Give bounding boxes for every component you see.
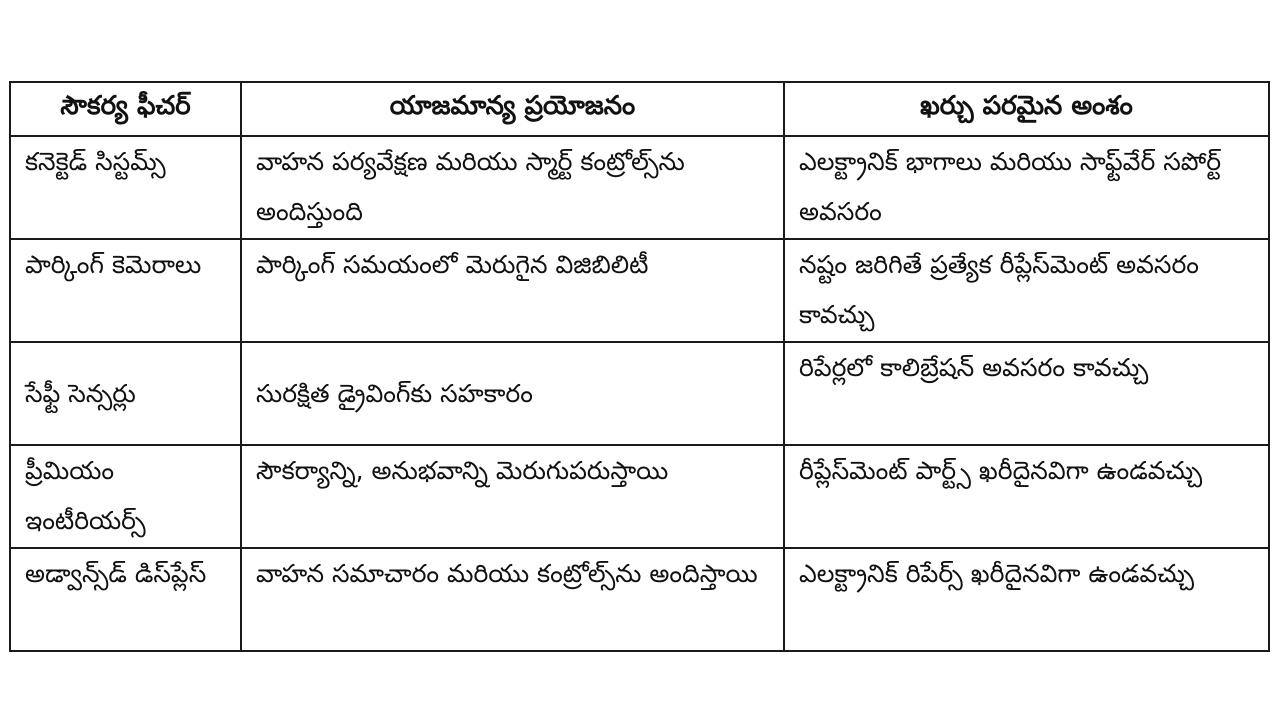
cell-cost [784, 136, 1269, 239]
header-ownership-benefit: యాజమాన్య ప్రయోజనం [241, 82, 784, 136]
comparison-table-container [9, 81, 1268, 652]
cell-text: రిపేర్లలో కాలిబ్రేషన్ అవసరం కావచ్చు [799, 353, 1149, 382]
cell-text: ప్రీమియం ఇంటీరియర్స్ [25, 456, 146, 535]
cell-cost [784, 548, 1269, 651]
table-row [10, 548, 1269, 651]
table-row [10, 445, 1269, 548]
cell-feature [10, 548, 241, 651]
cell-text: నష్టం జరిగితే ప్రత్యేక రీప్లేస్‌మెంట్ అవసరం కావచ్చు [799, 250, 1199, 329]
cell-text: ఎలక్ట్రానిక్ రిపేర్స్ ఖరీదైనవిగా ఉండవచ్చు [799, 559, 1194, 588]
table-row [10, 136, 1269, 239]
cell-text: పార్కింగ్ కెమెరాలు [25, 250, 202, 279]
table-row [10, 342, 1269, 445]
cell-benefit [241, 136, 784, 239]
cell-text: ఎలక్ట్రానిక్ భాగాలు మరియు సాఫ్ట్‌వేర్ సపోర్ట్ అవసరం [799, 147, 1222, 226]
cell-text: అడ్వాన్స్‌డ్ డిస్‌ప్లేస్ [25, 559, 207, 588]
table-header-row [10, 82, 1269, 136]
cell-feature [10, 342, 241, 445]
cell-feature [10, 136, 241, 239]
cell-cost [784, 239, 1269, 342]
header-feature: సౌకర్య ఫీచర్ [10, 82, 241, 136]
cell-text: వాహన సమాచారం మరియు కంట్రోల్స్‌ను అందిస్తాయి [256, 559, 758, 588]
cell-text: వాహన పర్యవేక్షణ మరియు స్మార్ట్ కంట్రోల్స్‌ను అందిస్తుంది [256, 147, 685, 226]
table-row [10, 239, 1269, 342]
cell-benefit [241, 445, 784, 548]
cell-benefit [241, 239, 784, 342]
cell-text: సేఫ్టీ సెన్సర్లు [25, 378, 136, 408]
cell-cost [784, 342, 1269, 445]
cell-text: రీప్లేస్‌మెంట్ పార్ట్స్ ఖరీదైనవిగా ఉండవచ్చు [799, 456, 1203, 485]
cell-text: కనెక్టెడ్ సిస్టమ్స్ [25, 147, 166, 176]
cell-benefit [241, 548, 784, 651]
cell-cost [784, 445, 1269, 548]
cell-text: పార్కింగ్ సమయంలో మెరుగైన విజిబిలిటీ [256, 250, 649, 279]
header-cost-factor: ఖర్చు పరమైన అంశం [784, 82, 1269, 136]
cell-feature [10, 445, 241, 548]
cell-feature [10, 239, 241, 342]
cell-text: సురక్షిత డ్రైవింగ్‌కు సహకారం [256, 378, 533, 408]
comparison-table [9, 81, 1270, 652]
cell-benefit [241, 342, 784, 445]
cell-text: సౌకర్యాన్ని, అనుభవాన్ని మెరుగుపరుస్తాయి [256, 456, 669, 485]
